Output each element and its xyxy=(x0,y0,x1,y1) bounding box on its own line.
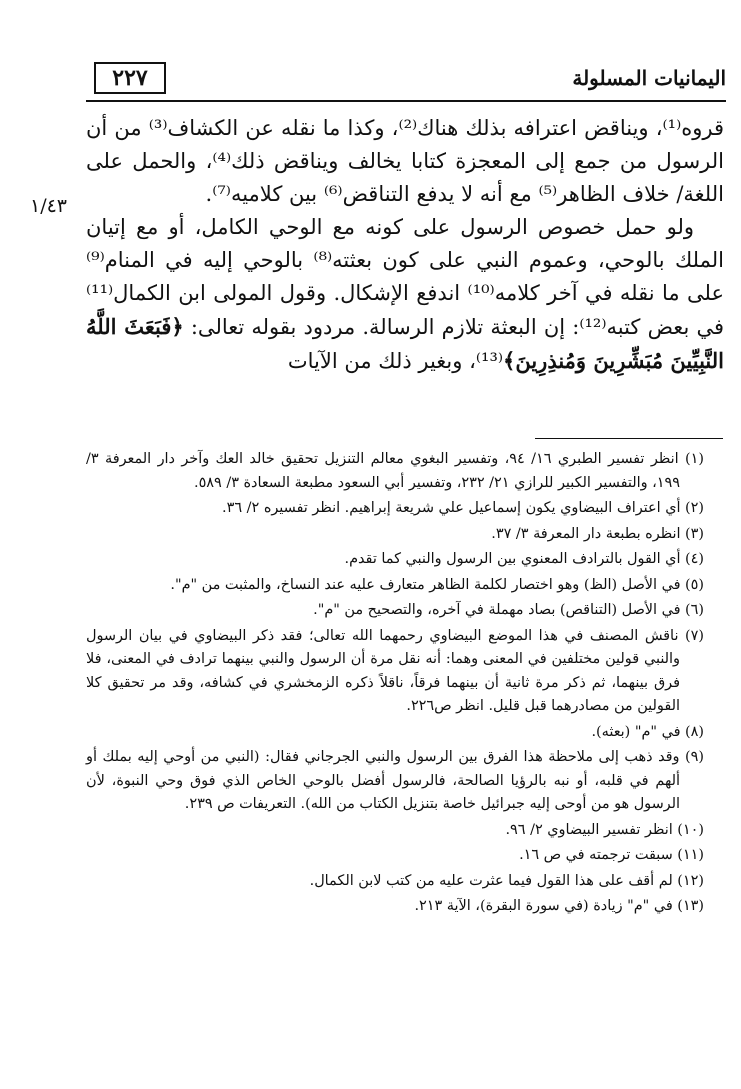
footnote: (١٠) انظر تفسير البيضاوي ٢/ ٩٦. xyxy=(505,821,704,838)
header-rule xyxy=(86,100,726,102)
page-number: ٢٢٧ xyxy=(94,62,166,94)
footnote: (٩) وقد ذهب إلى ملاحظة هذا الفرق بين الرسول والنبي الجرجاني فقال: (النبي من أوحي إليه بملك أو ألهم في قلبه، أو نبه بالرؤيا الصالحة، فالرسول أفضل بالوحي الخاص الذي فوق وحي النبوة، لأن الرسول هو من أوحى إليه جبرائيل خاصة بتنزيل الكتاب من الله). التعريفات ص ٢٣٩. xyxy=(86,749,704,812)
margin-folio-note: ١/٤٣ xyxy=(30,195,68,217)
footnote: (١١) سبقت ترجمته في ص ١٦. xyxy=(519,847,704,863)
footnote: (٨) في "م" (بعثه). xyxy=(591,723,704,740)
quran-verse: ﴿فَبَعَثَ اللَّهُ النَّبِيِّينَ مُبَشِّرِينَ وَمُنذِرِينَ﴾ xyxy=(86,314,724,373)
footnote: (١٢) لم أقف على هذا القول فيما عثرت عليه من كتب لابن الكمال. xyxy=(309,872,704,889)
running-title: اليمانيات المسلولة xyxy=(572,66,726,90)
footnote: (١) انظر تفسير الطبري ١٦/ ٩٤، وتفسير البغوي معالم التنزيل تحقيق خالد العك وآخر دار المعرفة ٣/ ١٩٩، والتفسير الكبير للرازي ٢١/ ٢٣٢، وتفسير أبي السعود مطبعة السعادة ٣/ ٥٨٩. xyxy=(86,451,704,491)
footnote: (١٣) في "م" زيادة (في سورة البقرة)، الآية ٢١٣. xyxy=(414,898,704,914)
paragraph-2 xyxy=(86,211,724,378)
page-header xyxy=(86,58,726,102)
footnote: (٤) أي القول بالترادف المعنوي بين الرسول والنبي كما تقدم. xyxy=(344,551,704,567)
footnote: (٥) في الأصل (الظ) وهو اختصار لكلمة الظاهر متعارف عليه عند النساخ، والمثبت من "م". xyxy=(170,576,704,593)
paragraph-1: قروه⁽¹⁾، ويناقض اعترافه بذلك هناك⁽²⁾، وكذا ما نقله عن الكشاف⁽³⁾ من أن الرسول من جمع إلى المعجزة كتابا يخالف ويناقض ذلك⁽⁴⁾، والحمل على اللغة/ خلاف الظاهر⁽⁵⁾ مع أنه لا يدفع التناقض⁽⁶⁾ بين كلاميه⁽⁷⁾. xyxy=(86,116,724,206)
footnote: (٦) في الأصل (التناقص) بصاد مهملة في آخره، والتصحيح من "م". xyxy=(313,602,704,618)
footnotes xyxy=(86,448,704,921)
footnote: (٢) أي اعتراف البيضاوي يكون إسماعيل علي شريعة إبراهيم. انظر تفسيره ٢/ ٣٦. xyxy=(222,500,704,516)
paragraph-2-tail: ⁽¹³⁾، وبغير ذلك من الآيات xyxy=(287,349,504,373)
paragraph-2-text: ولو حمل خصوص الرسول على كونه مع الوحي الكامل، أو مع إتيان الملك بالوحي، وعموم النبي على كون بعثته⁽⁸⁾ بالوحي إليه في المنام⁽⁹⁾ على ما نقله في آخر كلامه⁽¹⁰⁾ اندفع الإشكال. وقول المولى ابن الكمال⁽¹¹⁾ في بعض كتبه⁽¹²⁾: إن البعثة تلازم الرسالة. مردود بقوله تعالى: xyxy=(86,215,725,339)
footnote: (٧) ناقش المصنف في هذا الموضع البيضاوي رحمهما الله تعالى؛ فقد ذكر البيضاوي في بيان الرسول والنبي قولين مختلفين في المعنى وهما: أنه نقل مرة أن الرسول والنبي بينهما ترادف في المعنى، فلا فرق بينهما، ثم ذكر مرة ثانية أن بينهما فرقاً، ناقلاً ذكره الزمخشري في كشافه، وقد مر تحقيق كلا القولين من مصادرهما قبل قليل. انظر ص٢٢٦. xyxy=(86,627,704,714)
main-text xyxy=(86,112,724,378)
footnote: (٣) انظره بطبعة دار المعرفة ٣/ ٣٧. xyxy=(491,525,704,542)
footnote-separator xyxy=(535,438,723,439)
